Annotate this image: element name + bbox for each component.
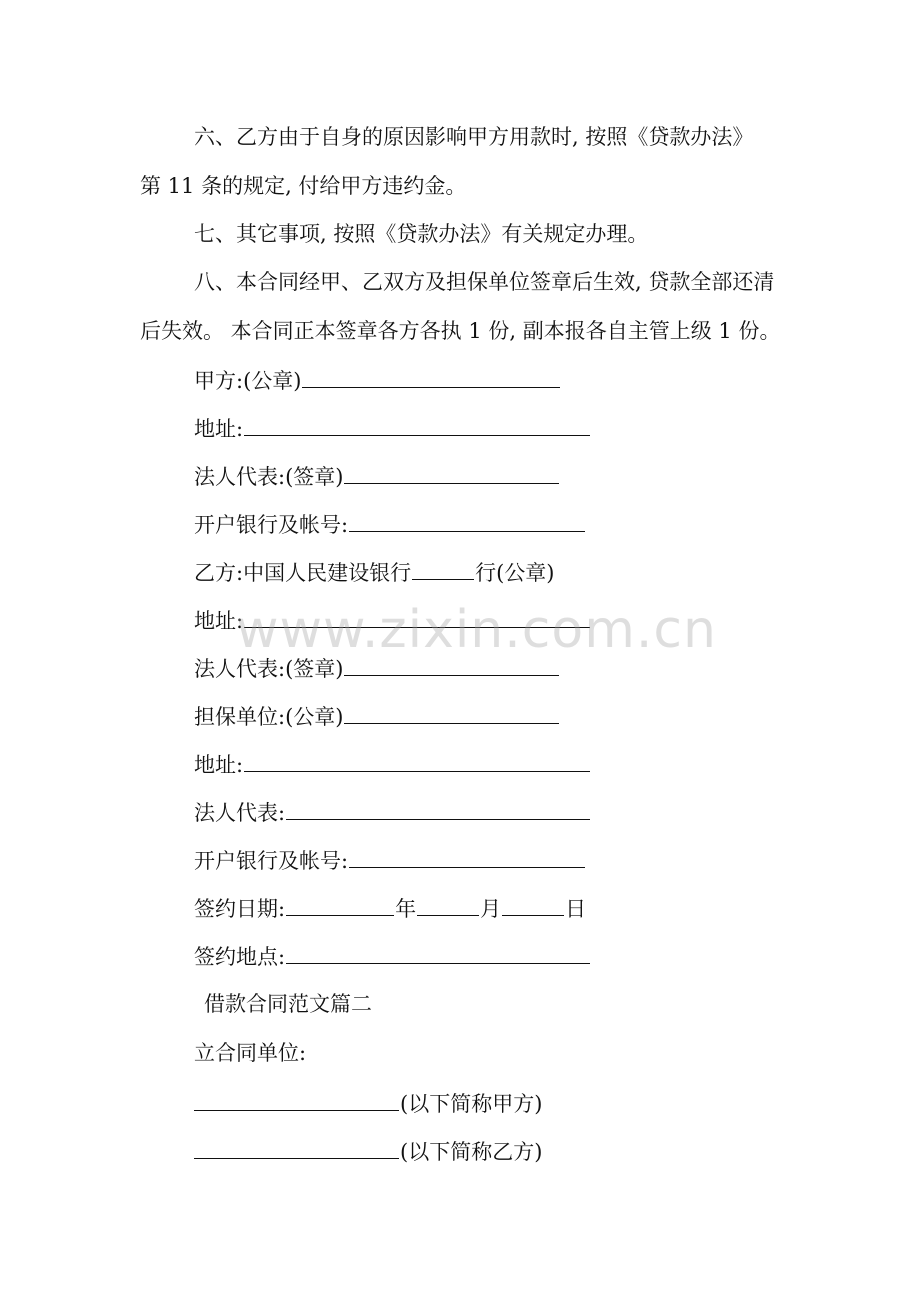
bank-a-label: 开户银行及帐号: bbox=[194, 513, 349, 537]
day-label: 日 bbox=[565, 897, 587, 921]
legal-rep-g-row bbox=[194, 797, 591, 825]
legal-rep-a-blank bbox=[344, 461, 559, 484]
bank-a-row bbox=[194, 509, 586, 537]
clause-8-line-2: 后失效。 本合同正本签章各方各执 1 份, 副本报各自主管上级 1 份。 bbox=[140, 319, 781, 343]
bank-a-blank bbox=[349, 509, 585, 532]
party-b-suffix: 行(公章) bbox=[475, 561, 555, 585]
legal-rep-g-blank bbox=[286, 797, 590, 820]
watermark: www.zixin.com.cn bbox=[236, 600, 717, 660]
sign-place-label: 签约地点: bbox=[194, 945, 286, 969]
month-blank bbox=[417, 893, 479, 916]
guarantor-blank bbox=[344, 701, 559, 724]
sign-date-row bbox=[194, 893, 586, 921]
address-a-row bbox=[194, 413, 591, 441]
clause-8-line-1: 八、本合同经甲、乙双方及担保单位签章后生效, 贷款全部还清 bbox=[194, 270, 775, 294]
legal-rep-a-row bbox=[194, 461, 560, 489]
party-a-hint: (以下简称甲方) bbox=[400, 1092, 543, 1116]
clause-7: 七、其它事项, 按照《贷款办法》有关规定办理。 bbox=[194, 222, 649, 246]
year-blank bbox=[286, 893, 394, 916]
bank-g-label: 开户银行及帐号: bbox=[194, 849, 349, 873]
party-a-label: 甲方:(公章) bbox=[194, 369, 302, 393]
day-blank bbox=[502, 893, 564, 916]
clause-6-line-1: 六、乙方由于自身的原因影响甲方用款时, 按照《贷款办法》 bbox=[194, 125, 754, 149]
section-2-title: 借款合同范文篇二 bbox=[204, 992, 372, 1016]
clause-6-line-2: 第 11 条的规定, 付给甲方违约金。 bbox=[140, 174, 467, 198]
guarantor-label: 担保单位:(公章) bbox=[194, 705, 344, 729]
party-b-name-blank bbox=[194, 1136, 399, 1159]
sign-place-blank bbox=[286, 941, 590, 964]
party-b-row bbox=[194, 557, 554, 585]
address-g-blank bbox=[244, 749, 590, 772]
party-b-branch-blank bbox=[412, 557, 474, 580]
units-label: 立合同单位: bbox=[194, 1041, 307, 1065]
address-a-blank bbox=[244, 413, 590, 436]
month-label: 月 bbox=[480, 897, 502, 921]
legal-rep-b-label: 法人代表:(签章) bbox=[194, 657, 344, 681]
legal-rep-a-label: 法人代表:(签章) bbox=[194, 465, 344, 489]
address-g-label: 地址: bbox=[194, 753, 244, 777]
party-a-blank bbox=[302, 365, 560, 388]
bank-g-blank bbox=[349, 845, 585, 868]
party-a-name-blank bbox=[194, 1088, 399, 1111]
party-b-hint: (以下简称乙方) bbox=[400, 1140, 543, 1164]
legal-rep-g-label: 法人代表: bbox=[194, 801, 286, 825]
sign-date-label: 签约日期: bbox=[194, 897, 286, 921]
party-b-short-row bbox=[194, 1136, 542, 1164]
guarantor-row bbox=[194, 701, 560, 729]
party-a-row bbox=[194, 365, 561, 393]
year-label: 年 bbox=[395, 897, 417, 921]
party-b-label: 乙方:中国人民建设银行 bbox=[194, 561, 412, 585]
address-g-row bbox=[194, 749, 591, 777]
address-a-label: 地址: bbox=[194, 417, 244, 441]
bank-g-row bbox=[194, 845, 586, 873]
party-a-short-row bbox=[194, 1088, 542, 1116]
address-b-label: 地址: bbox=[194, 609, 244, 633]
sign-place-row bbox=[194, 941, 591, 969]
